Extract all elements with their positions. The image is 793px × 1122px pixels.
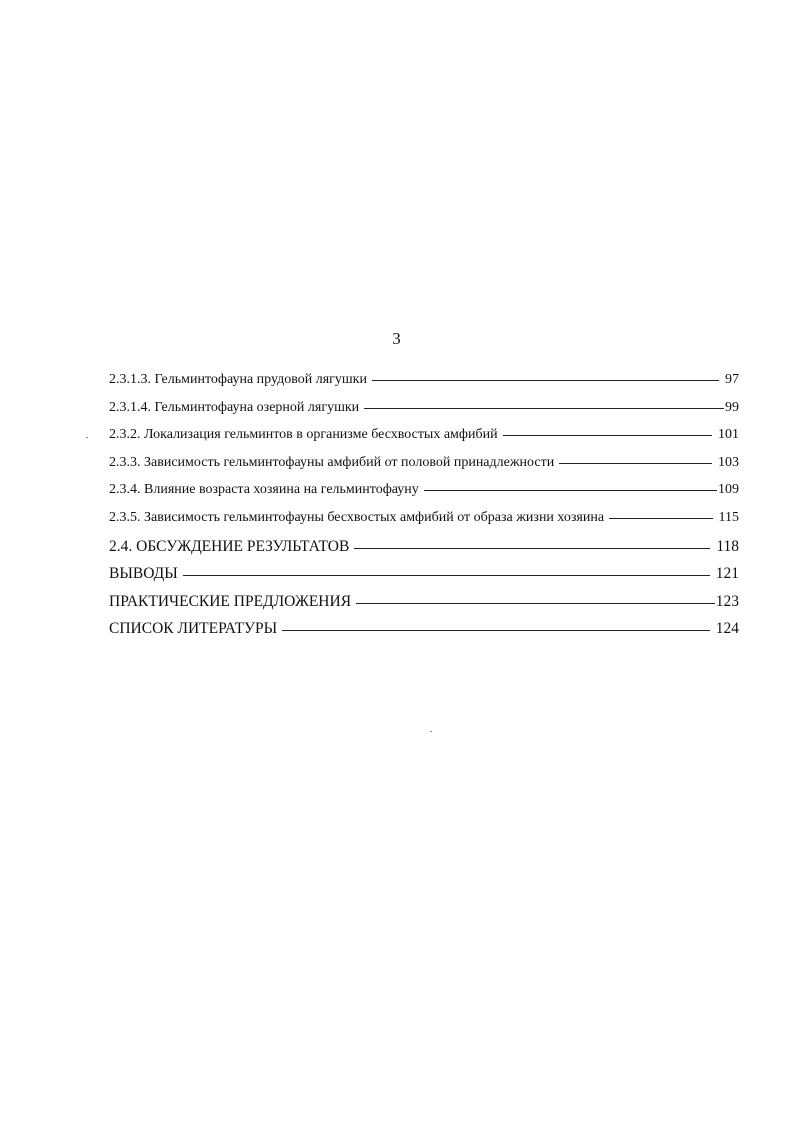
toc-leader — [559, 462, 712, 464]
scan-speck — [430, 731, 432, 732]
toc-entry-title: ПРАКТИЧЕСКИЕ ПРЕДЛОЖЕНИЯ — [109, 592, 352, 610]
toc-entry — [109, 372, 739, 400]
toc-leader — [609, 517, 712, 519]
toc-leader — [503, 434, 712, 436]
toc-leader — [424, 489, 717, 491]
table-of-contents — [109, 372, 739, 648]
toc-entry-title: 2.3.4. Влияние возраста хозяина на гельминтофауну — [109, 482, 419, 498]
toc-entry — [109, 427, 739, 455]
toc-entry-page: 99 — [725, 399, 739, 415]
toc-entry-title: 2.3.3. Зависимость гельминтофауны амфибий от половой принадлежности — [109, 454, 555, 470]
toc-entry — [109, 400, 739, 428]
scan-speck — [86, 437, 88, 438]
toc-entry-page: 115 — [718, 509, 739, 525]
toc-entry-title: ВЫВОДЫ — [109, 565, 178, 583]
toc-leader — [364, 407, 724, 409]
toc-leader — [372, 379, 719, 381]
toc-entry-page: 123 — [715, 592, 739, 610]
toc-leader — [354, 547, 710, 549]
toc-entry-page: 103 — [718, 454, 739, 470]
toc-entry — [109, 482, 739, 510]
toc-entry-title: 2.3.1.4. Гельминтофауна озерной лягушки — [109, 399, 360, 415]
toc-entry — [109, 538, 739, 566]
toc-entry-page: 101 — [718, 427, 739, 443]
toc-entry-title: 2.3.5. Зависимость гельминтофауны бесхвостых амфибий от образа жизни хозяина — [109, 509, 605, 525]
toc-entry-page: 118 — [716, 537, 739, 555]
toc-entry — [109, 620, 739, 648]
toc-leader — [282, 629, 710, 631]
toc-entry-page: 109 — [718, 482, 739, 498]
toc-entry — [109, 565, 739, 593]
toc-entry — [109, 455, 739, 483]
toc-leader — [356, 602, 715, 604]
toc-entry — [109, 593, 739, 621]
toc-entry-title: СПИСОК ЛИТЕРАТУРЫ — [109, 620, 278, 638]
toc-entry-title: 2.4. ОБСУЖДЕНИЕ РЕЗУЛЬТАТОВ — [109, 537, 350, 555]
toc-entry-title: 2.3.1.3. Гельминтофауна прудовой лягушки — [109, 372, 367, 387]
toc-entry-title: 2.3.2. Локализация гельминтов в организме бесхвостых амфибий — [109, 427, 498, 443]
toc-entry-page: 97 — [725, 372, 739, 387]
toc-entry-page: 121 — [715, 565, 739, 583]
toc-leader — [183, 574, 710, 576]
page-number: 3 — [392, 329, 401, 348]
toc-entry — [109, 510, 739, 538]
toc-entry-page: 124 — [715, 620, 739, 638]
